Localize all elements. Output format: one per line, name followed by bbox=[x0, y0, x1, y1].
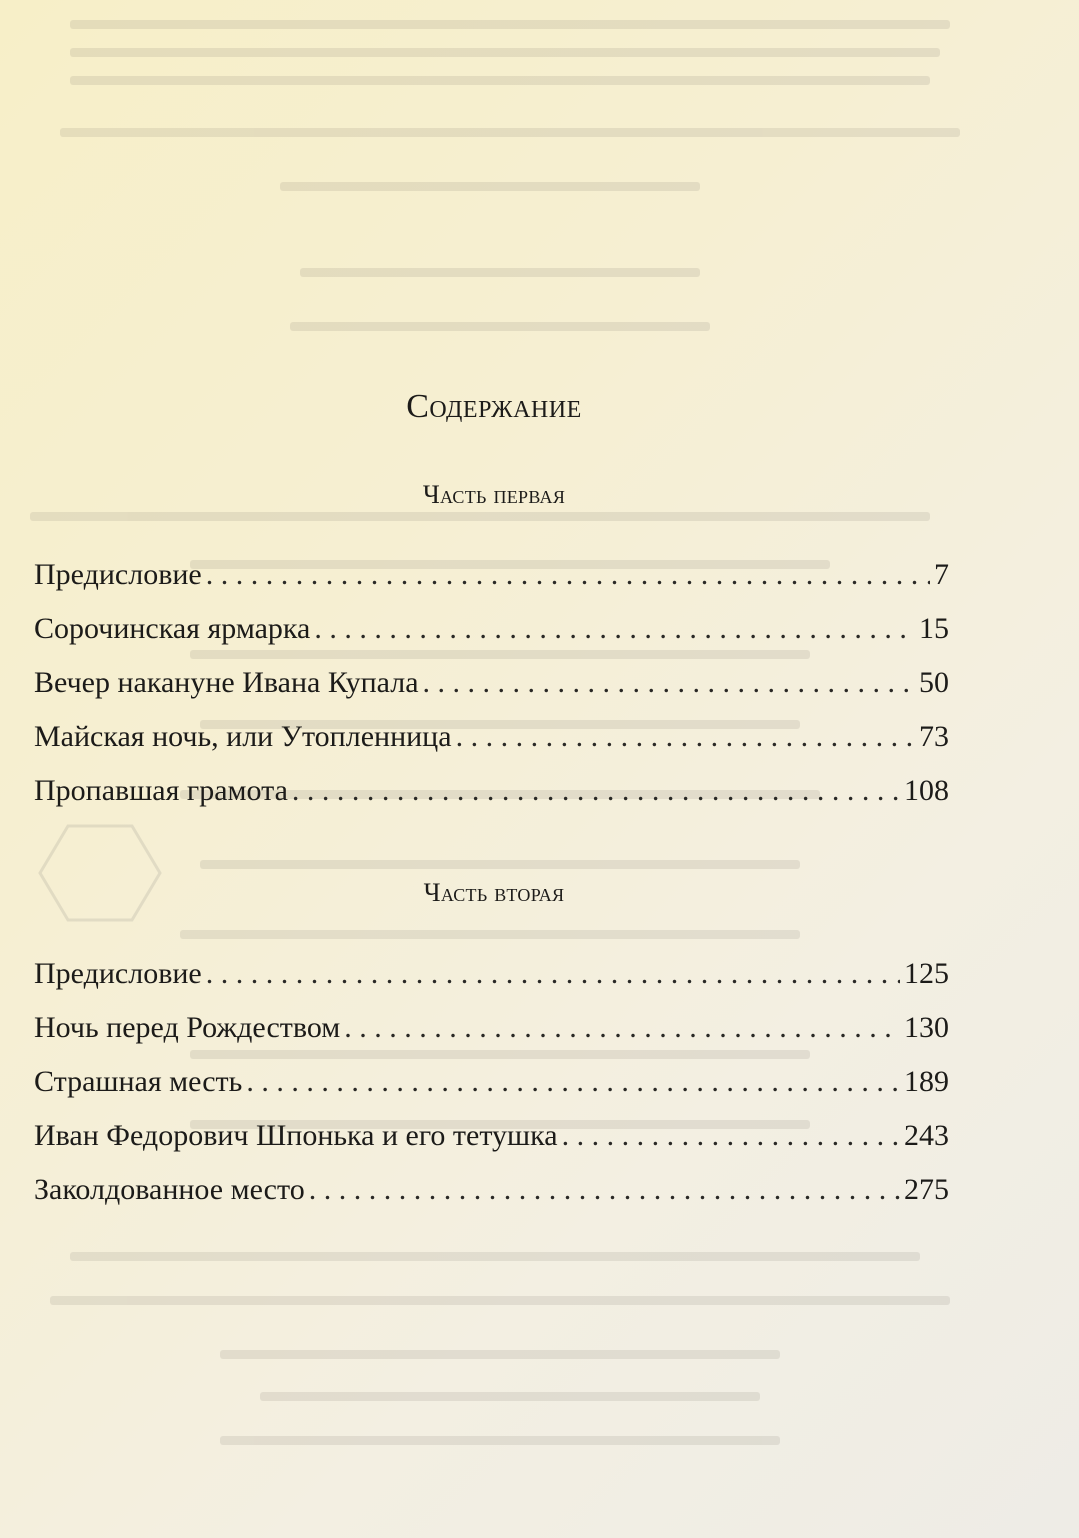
toc-entry-page: 108 bbox=[904, 774, 949, 807]
part-one-heading: Часть первая bbox=[422, 480, 566, 509]
toc-entry[interactable] bbox=[34, 548, 949, 602]
toc-list-part-two bbox=[34, 947, 949, 1217]
toc-entry[interactable] bbox=[34, 656, 949, 710]
toc-entry-title: Предисловие bbox=[34, 558, 202, 591]
part-two-heading: Часть вторая bbox=[423, 878, 565, 907]
dot-leader bbox=[423, 656, 915, 710]
toc-entry[interactable] bbox=[34, 1163, 949, 1217]
toc-entry[interactable] bbox=[34, 764, 949, 818]
toc-list-part-one bbox=[34, 548, 949, 818]
toc-entry-title: Страшная месть bbox=[34, 1065, 243, 1098]
toc-entry[interactable] bbox=[34, 710, 949, 764]
toc-entry-page: 125 bbox=[904, 957, 949, 990]
toc-entry-title: Заколдованное место bbox=[34, 1173, 305, 1206]
age-rating-mark-icon bbox=[38, 822, 162, 924]
dot-leader bbox=[314, 602, 915, 656]
toc-entry-page: 7 bbox=[934, 558, 949, 591]
dot-leader bbox=[292, 764, 900, 818]
toc-entry-page: 275 bbox=[904, 1173, 949, 1206]
toc-entry[interactable] bbox=[34, 1109, 949, 1163]
toc-entry-title: Предисловие bbox=[34, 957, 202, 990]
toc-entry-page: 243 bbox=[904, 1119, 949, 1152]
toc-entry[interactable] bbox=[34, 947, 949, 1001]
dot-leader bbox=[456, 710, 915, 764]
dot-leader bbox=[344, 1001, 900, 1055]
toc-entry-title: Ночь перед Рождеством bbox=[34, 1011, 341, 1044]
toc-entry-title: Пропавшая грамота bbox=[34, 774, 288, 807]
dot-leader bbox=[309, 1163, 900, 1217]
toc-entry[interactable] bbox=[34, 602, 949, 656]
toc-entry-title: Сорочинская ярмарка bbox=[34, 612, 311, 645]
dot-leader bbox=[206, 947, 900, 1001]
toc-entry-page: 73 bbox=[919, 720, 949, 753]
toc-entry-page: 130 bbox=[904, 1011, 949, 1044]
toc-entry-title: Иван Федорович Шпонька и его тетушка bbox=[34, 1119, 558, 1152]
toc-entry-title: Майская ночь, или Утопленница bbox=[34, 720, 452, 753]
page-title: Содержание bbox=[406, 388, 582, 425]
toc-entry-page: 15 bbox=[919, 612, 949, 645]
toc-entry[interactable] bbox=[34, 1055, 949, 1109]
dot-leader bbox=[206, 548, 930, 602]
toc-entry-title: Вечер накануне Ивана Купала bbox=[34, 666, 419, 699]
toc-entry[interactable] bbox=[34, 1001, 949, 1055]
dot-leader bbox=[562, 1109, 900, 1163]
toc-entry-page: 189 bbox=[904, 1065, 949, 1098]
dot-leader bbox=[246, 1055, 900, 1109]
toc-entry-page: 50 bbox=[919, 666, 949, 699]
